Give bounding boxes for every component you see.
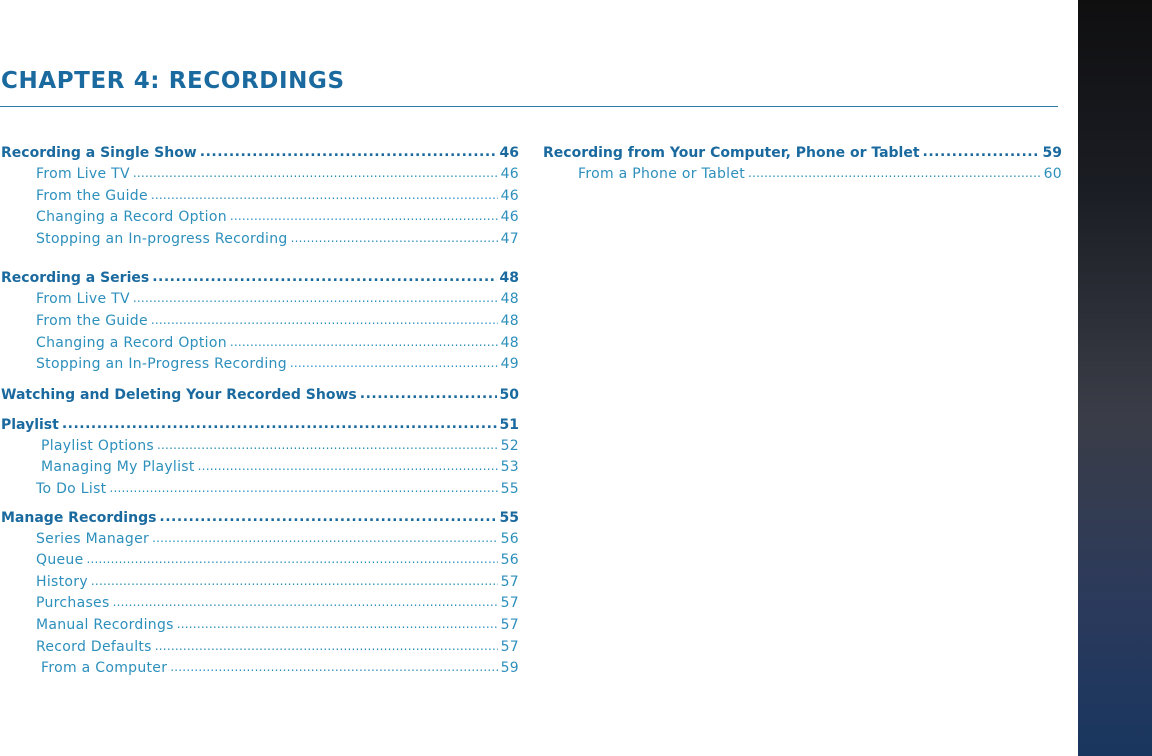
toc-entry-manage-recordings[interactable]: Manage Recordings ..... 55 [1, 508, 519, 529]
toc-entry-series-stopping-recording[interactable]: Stopping an In-Progress Recording ..... 49 [1, 354, 519, 376]
toc-entry-series-manager[interactable]: Series Manager ..... 56 [1, 529, 519, 551]
toc-entry-from-a-computer[interactable]: From a Computer ..... 59 [1, 658, 519, 680]
toc-entry-from-phone-or-tablet[interactable]: From a Phone or Tablet ..... 60 [543, 164, 1062, 186]
title-divider [0, 106, 1058, 107]
toc-entry-manual-recordings[interactable]: Manual Recordings ..... 57 [1, 615, 519, 637]
toc-entry-from-live-tv[interactable]: From Live TV ..... 46 [1, 164, 519, 186]
toc-entry-playlist-options[interactable]: Playlist Options ..... 52 [1, 436, 519, 458]
toc-entry-queue[interactable]: Queue ..... 56 [1, 550, 519, 572]
toc-entry-series-changing-record-option[interactable]: Changing a Record Option ..... 48 [1, 333, 519, 355]
toc-entry-record-defaults[interactable]: Record Defaults ..... 57 [1, 637, 519, 659]
toc-entry-changing-record-option[interactable]: Changing a Record Option ..... 46 [1, 207, 519, 229]
toc-entry-from-the-guide[interactable]: From the Guide ..... 46 [1, 186, 519, 208]
toc-entry-history[interactable]: History ..... 57 [1, 572, 519, 594]
toc-entry-series-from-the-guide[interactable]: From the Guide ..... 48 [1, 311, 519, 333]
toc-entry-series-from-live-tv[interactable]: From Live TV ..... 48 [1, 289, 519, 311]
toc-entry-watching-deleting[interactable]: Watching and Deleting Your Recorded Shows ..... 50 [1, 385, 519, 406]
chapter-sidebar-bar [1078, 0, 1152, 756]
toc-entry-to-do-list[interactable]: To Do List ..... 55 [1, 479, 519, 501]
toc-entry-playlist[interactable]: Playlist ..... 51 [1, 415, 519, 436]
toc-entry-stopping-in-progress-recording[interactable]: Stopping an In-progress Recording ..... 47 [1, 229, 519, 251]
chapter-title: CHAPTER 4: RECORDINGS [1, 68, 345, 94]
toc-entry-recording-from-devices[interactable]: Recording from Your Computer, Phone or Tablet ..... 59 [543, 143, 1062, 164]
toc-left-column [1, 143, 519, 680]
toc-right-column [543, 143, 1062, 186]
toc-entry-recording-single-show[interactable]: Recording a Single Show ..... 46 [1, 143, 519, 164]
toc-entry-purchases[interactable]: Purchases ..... 57 [1, 593, 519, 615]
toc-entry-recording-series[interactable]: Recording a Series ..... 48 [1, 268, 519, 289]
toc-entry-managing-my-playlist[interactable]: Managing My Playlist ..... 53 [1, 457, 519, 479]
